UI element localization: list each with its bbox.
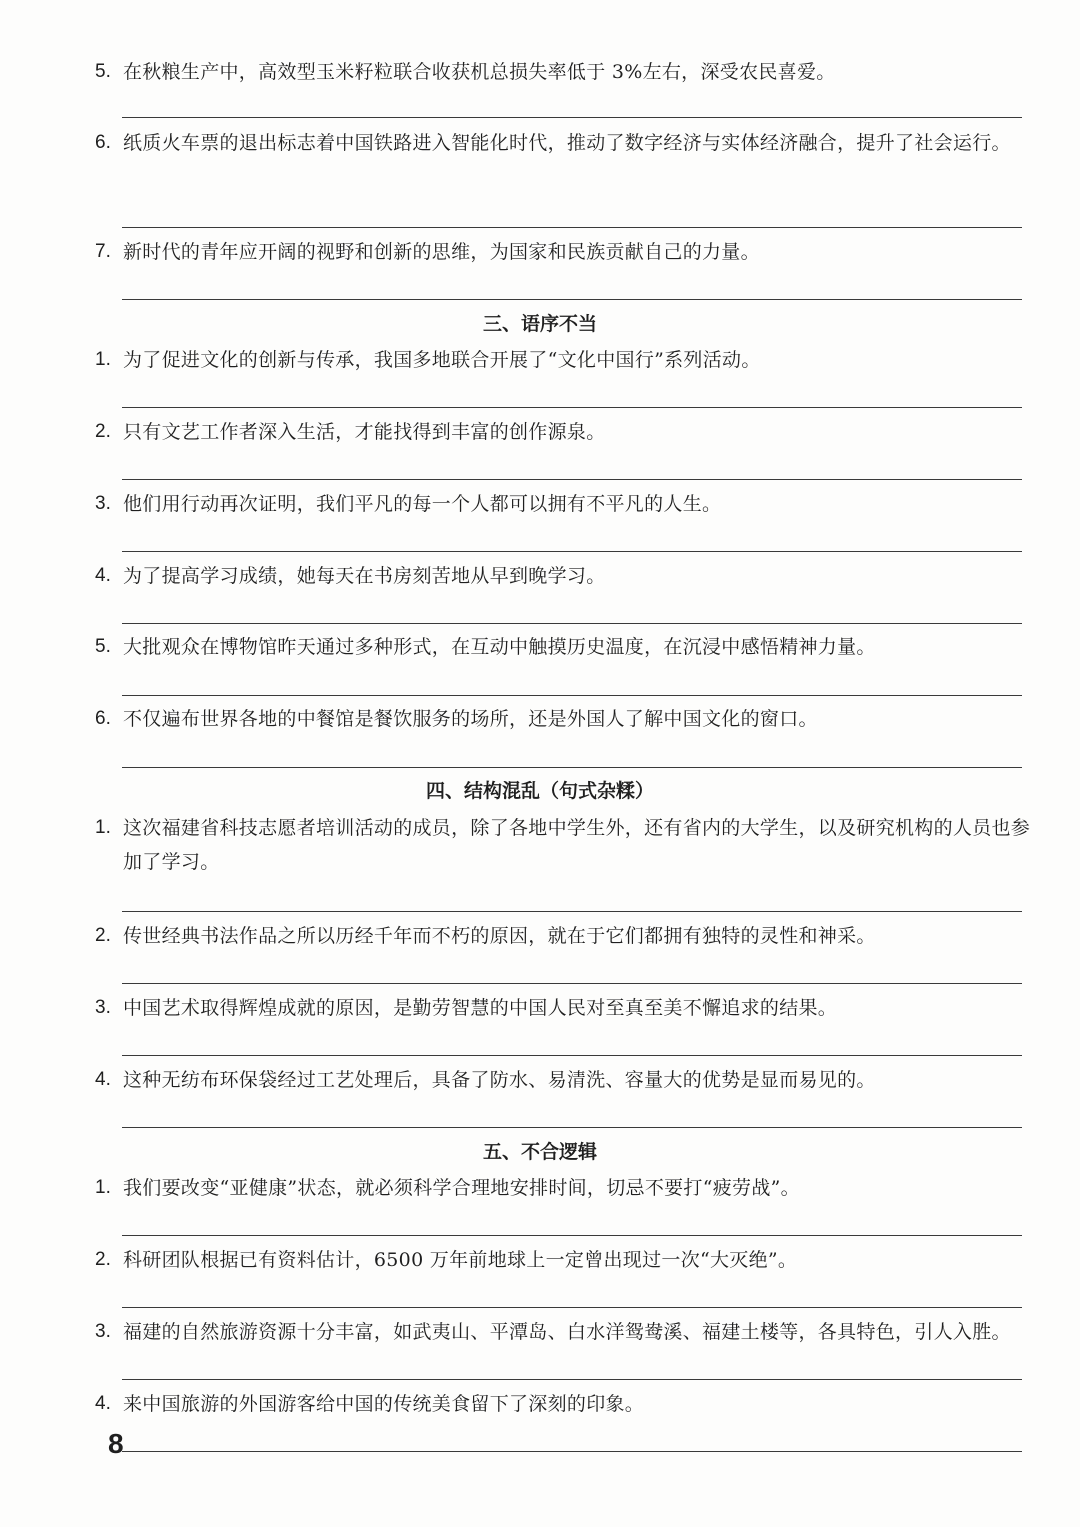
answer-line[interactable] [122,551,1022,552]
question-number: 6. [95,132,111,153]
question-text: 新时代的青年应开阔的视野和创新的思维，为国家和民族贡献自己的力量。 [123,241,760,263]
answer-line[interactable] [122,623,1022,624]
question-number: 1. [95,817,111,838]
answer-line[interactable] [122,1127,1022,1128]
question-text: 福建的自然旅游资源十分丰富，如武夷山、平潭岛、白水洋鸳鸯溪、福建土楼等，各具特色，引人入胜。 [123,1321,1011,1343]
answer-line[interactable] [122,1451,1022,1452]
answer-line[interactable] [122,299,1022,300]
answer-line[interactable] [122,1055,1022,1056]
section-title-4: 四、结构混乱（句式杂糅） [425,780,654,802]
question-number: 3. [95,493,111,514]
answer-line[interactable] [122,911,1022,912]
question-number: 4. [95,1393,111,1414]
question-number: 2. [95,925,111,946]
question-number: 5. [95,61,111,82]
page-number: 8 [108,1428,124,1459]
question-number: 2. [95,1249,111,1270]
question-number: 3. [95,1321,111,1342]
question-number: 3. [95,997,111,1018]
question-text: 大批观众在博物馆昨天通过多种形式，在互动中触摸历史温度，在沉浸中感悟精神力量。 [123,636,876,658]
answer-line[interactable] [122,479,1022,480]
question-number: 1. [95,1177,111,1198]
question-number: 2. [95,421,111,442]
answer-line[interactable] [122,407,1022,408]
question-number: 5. [95,636,111,657]
question-number: 4. [95,1069,111,1090]
question-number: 4. [95,565,111,586]
question-text: 传世经典书法作品之所以历经千年而不朽的原因，就在于它们都拥有独特的灵性和神采。 [123,925,876,947]
question-text: 科研团队根据已有资料估计，6500 万年前地球上一定曾出现过一次“大灭绝”。 [123,1249,798,1271]
question-text: 我们要改变“亚健康”状态，就必须科学合理地安排时间，切忌不要打“疲劳战”。 [123,1177,800,1199]
question-text: 这种无纺布环保袋经过工艺处理后，具备了防水、易清洗、容量大的优势是显而易见的。 [123,1069,876,1091]
section-title-5: 五、不合逻辑 [482,1141,597,1163]
answer-line[interactable] [122,1235,1022,1236]
question-text: 这次福建省科技志愿者培训活动的成员，除了各地中学生外，还有省内的大学生，以及研究机构的人员也参加了学习。 [123,817,1031,873]
question-text: 在秋粮生产中，高效型玉米籽粒联合收获机总损失率低于 3%左右，深受农民喜爱。 [123,61,836,83]
question-text: 纸质火车票的退出标志着中国铁路进入智能化时代，推动了数字经济与实体经济融合，提升了社会运行。 [123,132,1011,154]
answer-line[interactable] [122,227,1022,228]
answer-line[interactable] [122,695,1022,696]
answer-line[interactable] [122,117,1022,118]
question-number: 1. [95,349,111,370]
answer-line[interactable] [122,767,1022,768]
answer-line[interactable] [122,983,1022,984]
question-text: 不仅遍布世界各地的中餐馆是餐饮服务的场所，还是外国人了解中国文化的窗口。 [123,708,818,730]
section-title-3: 三、语序不当 [482,313,597,335]
question-text: 为了促进文化的创新与传承，我国多地联合开展了“文化中国行”系列活动。 [123,349,761,371]
question-text: 他们用行动再次证明，我们平凡的每一个人都可以拥有不平凡的人生。 [123,493,722,515]
question-text: 只有文艺工作者深入生活，才能找得到丰富的创作源泉。 [123,421,606,443]
question-text: 中国艺术取得辉煌成就的原因，是勤劳智慧的中国人民对至真至美不懈追求的结果。 [123,997,838,1019]
answer-line[interactable] [122,1379,1022,1380]
question-text: 来中国旅游的外国游客给中国的传统美食留下了深刻的印象。 [123,1393,645,1415]
answer-line[interactable] [122,1307,1022,1308]
question-number: 6. [95,708,111,729]
question-number: 7. [95,241,111,262]
question-text: 为了提高学习成绩，她每天在书房刻苦地从早到晚学习。 [123,565,606,587]
